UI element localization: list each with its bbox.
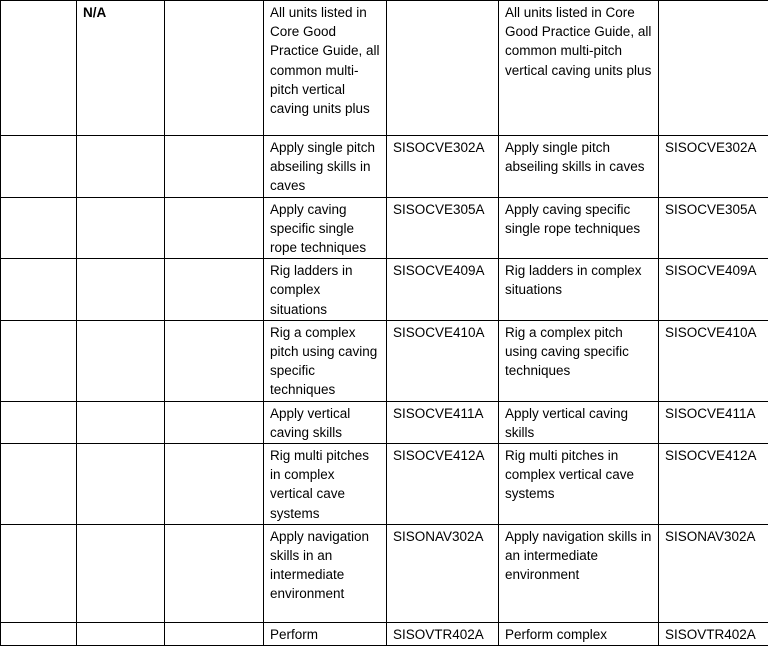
table-cell xyxy=(165,136,264,198)
table-cell-unit-title-2: Rig multi pitches in complex vertical cave systems xyxy=(499,444,659,525)
table-cell-unit-code-2: SISOVTR402A xyxy=(659,622,768,645)
table-cell-unit-code-2: SISOCVE302A xyxy=(659,136,768,198)
table-row xyxy=(1,444,768,525)
table-cell xyxy=(165,444,264,525)
table-cell xyxy=(1,197,77,259)
table-cell xyxy=(77,320,165,401)
table-cell xyxy=(1,524,77,622)
table-cell-unit-code: SISOCVE411A xyxy=(387,401,499,443)
table-cell-unit-title-2: Rig a complex pitch using caving specific techniques xyxy=(499,320,659,401)
table-cell xyxy=(165,524,264,622)
units-table-body xyxy=(1,1,768,646)
table-cell-unit-title: Rig a complex pitch using caving specific techniques xyxy=(264,320,387,401)
table-cell-unit-title: Apply caving specific single rope techniques xyxy=(264,197,387,259)
table-cell-unit-title-2: All units listed in Core Good Practice Guide, all common multi-pitch vertical caving units plus xyxy=(499,1,659,136)
table-cell xyxy=(387,1,499,136)
table-cell xyxy=(165,622,264,645)
table-cell-unit-code: SISOCVE410A xyxy=(387,320,499,401)
table-cell-unit-code: SISONAV302A xyxy=(387,524,499,622)
table-row xyxy=(1,401,768,443)
table-cell xyxy=(77,622,165,645)
table-cell xyxy=(77,524,165,622)
table-cell-unit-code-2: SISOCVE412A xyxy=(659,444,768,525)
table-cell-unit-code: SISOCVE305A xyxy=(387,197,499,259)
table-cell xyxy=(165,197,264,259)
table-row xyxy=(1,524,768,622)
table-cell-unit-title: Apply navigation skills in an intermediate environment xyxy=(264,524,387,622)
table-cell xyxy=(77,444,165,525)
table-cell-unit-code: SISOCVE302A xyxy=(387,136,499,198)
table-cell xyxy=(165,320,264,401)
table-cell xyxy=(77,259,165,321)
table-row xyxy=(1,197,768,259)
table-cell xyxy=(77,401,165,443)
table-cell xyxy=(77,197,165,259)
table-cell xyxy=(1,622,77,645)
table-row xyxy=(1,622,768,645)
table-cell-unit-code-2: SISOCVE305A xyxy=(659,197,768,259)
table-row xyxy=(1,1,768,136)
table-cell-unit-title: Perform xyxy=(264,622,387,645)
table-cell-unit-title-2: Apply single pitch abseiling skills in caves xyxy=(499,136,659,198)
table-cell xyxy=(1,444,77,525)
table-cell-unit-title-2: Apply vertical caving skills xyxy=(499,401,659,443)
table-cell xyxy=(77,136,165,198)
table-cell-unit-code-2: SISONAV302A xyxy=(659,524,768,622)
table-cell-unit-code: SISOVTR402A xyxy=(387,622,499,645)
table-cell xyxy=(165,401,264,443)
table-cell xyxy=(1,401,77,443)
table-cell xyxy=(1,1,77,136)
table-cell-unit-title-2: Apply navigation skills in an intermediate environment xyxy=(499,524,659,622)
table-cell xyxy=(1,259,77,321)
table-cell-unit-code-2: SISOCVE411A xyxy=(659,401,768,443)
table-row xyxy=(1,320,768,401)
table-cell-unit-code: SISOCVE409A xyxy=(387,259,499,321)
table-cell xyxy=(1,136,77,198)
table-cell-unit-code-2: SISOCVE410A xyxy=(659,320,768,401)
table-cell-unit-title: Rig ladders in complex situations xyxy=(264,259,387,321)
table-cell-unit-code: SISOCVE412A xyxy=(387,444,499,525)
table-cell-unit-title: Rig multi pitches in complex vertical cave systems xyxy=(264,444,387,525)
table-cell-unit-title-2: Perform complex xyxy=(499,622,659,645)
table-cell-na: N/A xyxy=(77,1,165,136)
table-cell-unit-title-2: Rig ladders in complex situations xyxy=(499,259,659,321)
table-cell xyxy=(659,1,768,136)
table-row xyxy=(1,259,768,321)
table-cell-unit-title-2: Apply caving specific single rope techniques xyxy=(499,197,659,259)
table-cell xyxy=(1,320,77,401)
table-cell-unit-code-2: SISOCVE409A xyxy=(659,259,768,321)
table-cell xyxy=(165,259,264,321)
table-cell-unit-title: Apply vertical caving skills xyxy=(264,401,387,443)
table-cell-unit-title: All units listed in Core Good Practice Guide, all common multi-pitch vertical caving units plus xyxy=(264,1,387,136)
table-row xyxy=(1,136,768,198)
table-cell-unit-title: Apply single pitch abseiling skills in caves xyxy=(264,136,387,198)
table-cell xyxy=(165,1,264,136)
